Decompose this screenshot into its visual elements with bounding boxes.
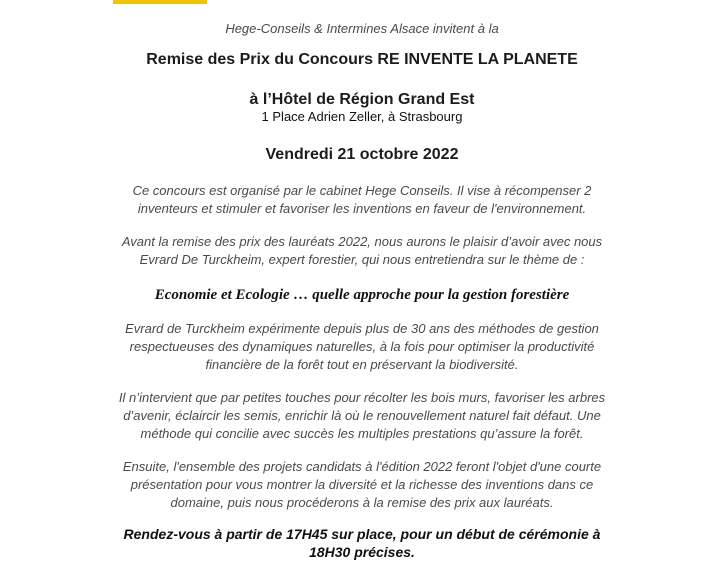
paragraph-line: Ensuite, l'ensemble des projets candidats à l'édition 2022 feront l'objet d'une courte [122,459,602,474]
logo-fragment [113,0,207,4]
event-title: Remise des Prix du Concours RE INVENTE LA PLANETE [146,51,578,68]
paragraph-line: méthode qui concilie avec succès les multiples prestations qu’assure la forêt. [140,426,584,441]
event-date: Vendredi 21 octobre 2022 [265,146,459,163]
paragraph-line: domaine, puis nous procéderons à la remise des prix aux lauréats. [170,495,554,510]
talk-theme: Economie et Ecologie … quelle approche pour la gestion forestière [154,287,570,303]
intro-line: Hege-Conseils & Intermines Alsace invitent à la [225,21,499,36]
paragraph-speaker-bio [0,320,724,374]
rendezvous-line: Rendez-vous à partir de 17H45 sur place, pour un début de cérémonie à [123,526,601,542]
paragraph-speaker [0,233,724,269]
paragraph-line: Evrard de Turckheim expérimente depuis plus de 30 ans des méthodes de gestion [125,321,599,336]
paragraph-line: Avant la remise des prix des lauréats 2022, nous aurons le plaisir d’avoir avec nous [121,234,603,249]
paragraph-line: financière de la forêt tout en préservant la biodiversité. [205,357,519,372]
paragraph-line: présentation pour vous montrer la diversité et la richesse des inventions dans ce [130,477,594,492]
paragraph-contest [0,182,724,218]
venue-name: à l’Hôtel de Région Grand Est [249,91,475,108]
paragraph-line: Ce concours est organisé par le cabinet Hege Conseils. Il vise à récompenser 2 [132,183,592,198]
paragraph-method [0,389,724,443]
rendezvous-note [0,525,724,561]
paragraph-line: respectueuses des dynamiques naturelles, à la fois pour optimiser la productivité [129,339,595,354]
paragraph-line: Evrard De Turckheim, expert forestier, qui nous entretiendra sur le thème de : [139,252,585,267]
rendezvous-line: 18H30 précises. [309,544,415,560]
paragraph-line: d’avenir, éclaircir les semis, enrichir là où le renouvellement naturel fait défaut. Une [123,408,601,423]
paragraph-line: inventeurs et stimuler et favoriser les inventions en faveur de l'environnement. [137,201,587,216]
venue-address: 1 Place Adrien Zeller, à Strasbourg [261,109,463,124]
paragraph-line: Il n’intervient que par petites touches pour récolter les bois murs, favoriser les arbres [118,390,606,405]
paragraph-projects [0,458,724,512]
